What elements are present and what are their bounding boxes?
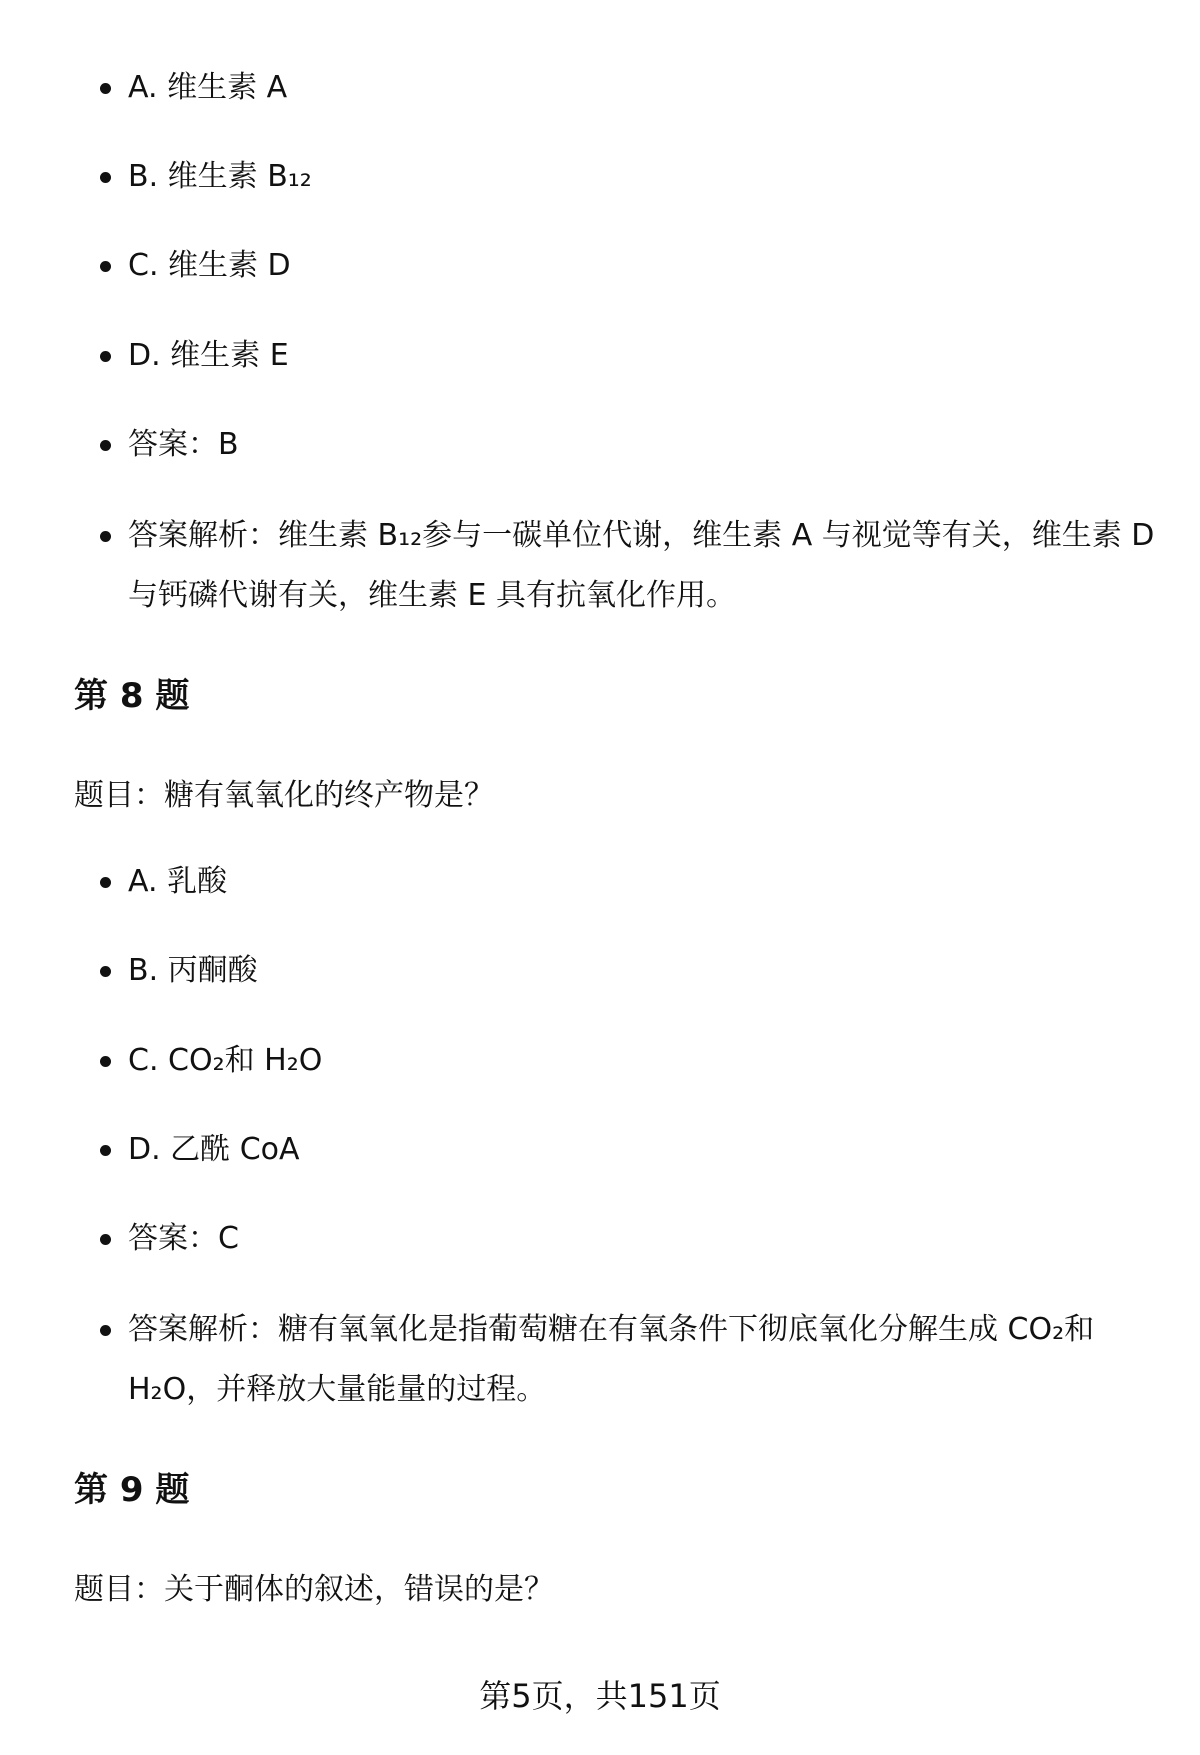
- q7-option-a-text: A. 维生素 A: [128, 70, 288, 105]
- q8-explanation: [128, 1300, 1168, 1420]
- q7-option-a: [128, 58, 1168, 118]
- q9-question: 题目：关于酮体的叙述，错误的是？: [74, 1572, 554, 1607]
- q7-answer-text: 答案：B: [128, 427, 239, 462]
- q7-option-d-text: D. 维生素 E: [128, 338, 289, 373]
- bullet-icon: [100, 1056, 111, 1067]
- q8-option-c: [128, 1031, 1168, 1091]
- bullet-icon: [100, 172, 111, 183]
- q8-option-a: [128, 852, 1168, 912]
- bullet-icon: [100, 1145, 111, 1156]
- q7-explanation: [128, 506, 1168, 626]
- q8-option-b-text: B. 丙酮酸: [128, 953, 258, 988]
- q7-option-b-text: B. 维生素 B₁₂: [128, 159, 312, 194]
- q8-question: 题目：糖有氧氧化的终产物是？: [74, 778, 494, 813]
- q8-answer: [128, 1209, 1168, 1269]
- page-number-footer: 第5页，共151页: [479, 1677, 721, 1715]
- q7-option-c-text: C. 维生素 D: [128, 248, 291, 283]
- q8-heading: 第 8 题: [74, 676, 190, 716]
- q8-option-b: [128, 941, 1168, 1001]
- bullet-icon: [100, 877, 111, 888]
- bullet-icon: [100, 440, 111, 451]
- q8-option-d-text: D. 乙酰 CoA: [128, 1132, 300, 1167]
- bullet-icon: [100, 531, 111, 542]
- q8-option-a-text: A. 乳酸: [128, 864, 228, 899]
- q7-explanation-text: 答案解析：维生素 B₁₂参与一碳单位代谢，维生素 A 与视觉等有关，维生素 D 与钙磷代谢有关，维生素 E 具有抗氧化作用。: [128, 518, 1155, 613]
- q8-option-d: [128, 1120, 1168, 1180]
- q8-answer-text: 答案：C: [128, 1221, 239, 1256]
- bullet-icon: [100, 1325, 111, 1336]
- q8-explanation-text: 答案解析：糖有氧氧化是指葡萄糖在有氧条件下彻底氧化分解生成 CO₂和 H₂O，并释放大量能量的过程。: [128, 1312, 1095, 1407]
- bullet-icon: [100, 966, 111, 977]
- bullet-icon: [100, 1234, 111, 1245]
- q7-option-b: [128, 147, 1168, 207]
- q7-answer: [128, 415, 1168, 475]
- bullet-icon: [100, 351, 111, 362]
- bullet-icon: [100, 83, 111, 94]
- bullet-icon: [100, 261, 111, 272]
- q8-option-c-text: C. CO₂和 H₂O: [128, 1043, 323, 1078]
- q7-option-c: [128, 236, 1168, 296]
- q9-heading: 第 9 题: [74, 1470, 190, 1510]
- q7-option-d: [128, 326, 1168, 386]
